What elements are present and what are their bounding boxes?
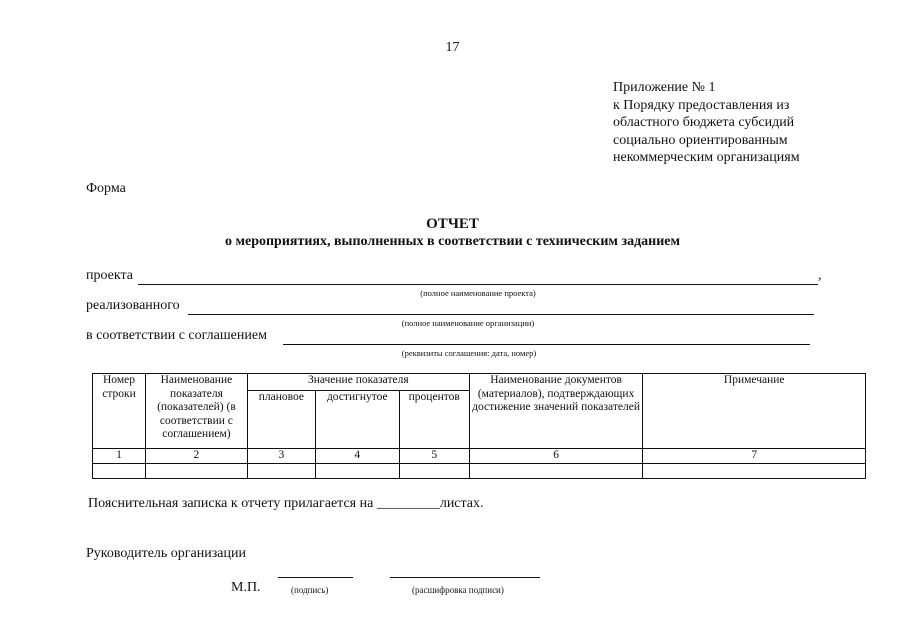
form-label: Форма	[86, 181, 126, 196]
project-label: проекта	[86, 268, 133, 283]
appendix-line: некоммерческим организациям	[613, 150, 800, 165]
number-cell: 2	[145, 449, 247, 464]
number-cell: 4	[315, 449, 399, 464]
header-planned: плановое	[247, 391, 315, 449]
explanatory-note	[88, 496, 484, 512]
appendix-line: Приложение № 1	[613, 80, 716, 95]
appendix-line: социально ориентированным	[613, 132, 788, 148]
agreement-label: в соответствии с соглашением	[86, 328, 267, 343]
number-cell: 6	[469, 449, 643, 464]
header-achieved: достигнутое	[315, 391, 399, 449]
agreement-hint: (реквизиты соглашения: дата, номер)	[401, 348, 537, 358]
table-cell[interactable]	[469, 464, 643, 479]
table-cell[interactable]	[643, 464, 866, 479]
table-cell[interactable]	[315, 464, 399, 479]
header-documents: Наименование документов (материалов), подтверждающих достижение значений показателей	[469, 374, 643, 449]
page-number: 17	[445, 40, 460, 55]
header-note: Примечание	[643, 374, 866, 449]
project-hint: (полное наименование проекта)	[420, 288, 536, 298]
signature-line[interactable]	[278, 577, 353, 578]
note-sheets-blank[interactable]: _________	[376, 496, 440, 511]
header-indicator-value: Значение показателя	[247, 374, 469, 391]
table-cell[interactable]	[247, 464, 315, 479]
project-field-line[interactable]	[138, 284, 818, 285]
table-cell[interactable]	[399, 464, 469, 479]
table-cell[interactable]	[145, 464, 247, 479]
number-cell: 3	[247, 449, 315, 464]
appendix-block	[613, 79, 800, 167]
report-subtitle: о мероприятиях, выполненных в соответствии с техническим заданием	[224, 234, 681, 249]
number-cell: 7	[643, 449, 866, 464]
number-cell: 1	[93, 449, 146, 464]
report-title: ОТЧЕТ	[426, 216, 479, 232]
signature-hint: (подпись)	[291, 585, 329, 595]
header-indicator-name: Наименование показателя (показателей) (в соответствии с соглашением)	[145, 374, 247, 449]
header-row-number: Номер строки	[93, 374, 146, 449]
head-of-organization-label: Руководитель организации	[86, 546, 246, 561]
stamp-place: М.П.	[231, 580, 261, 595]
implemented-hint: (полное наименование организации)	[401, 318, 535, 328]
appendix-line: к Порядку предоставления из	[613, 97, 790, 113]
header-percent: процентов	[399, 391, 469, 449]
agreement-field-line[interactable]	[283, 344, 810, 345]
number-cell: 5	[399, 449, 469, 464]
note-text: Пояснительная записка к отчету прилагается на	[88, 496, 374, 511]
table-row	[93, 464, 866, 479]
table-cell[interactable]	[93, 464, 146, 479]
project-trailing-comma: ,	[818, 268, 822, 283]
table-header-row	[93, 374, 866, 391]
table-number-row	[93, 449, 866, 464]
implemented-label: реализованного	[86, 298, 180, 313]
report-table	[92, 373, 866, 479]
appendix-line: областного бюджета субсидий	[613, 115, 795, 130]
decoding-line[interactable]	[390, 577, 540, 578]
note-text-end: листах.	[439, 496, 484, 511]
decoding-hint: (расшифровка подписи)	[412, 585, 504, 595]
implemented-field-line[interactable]	[188, 314, 814, 315]
